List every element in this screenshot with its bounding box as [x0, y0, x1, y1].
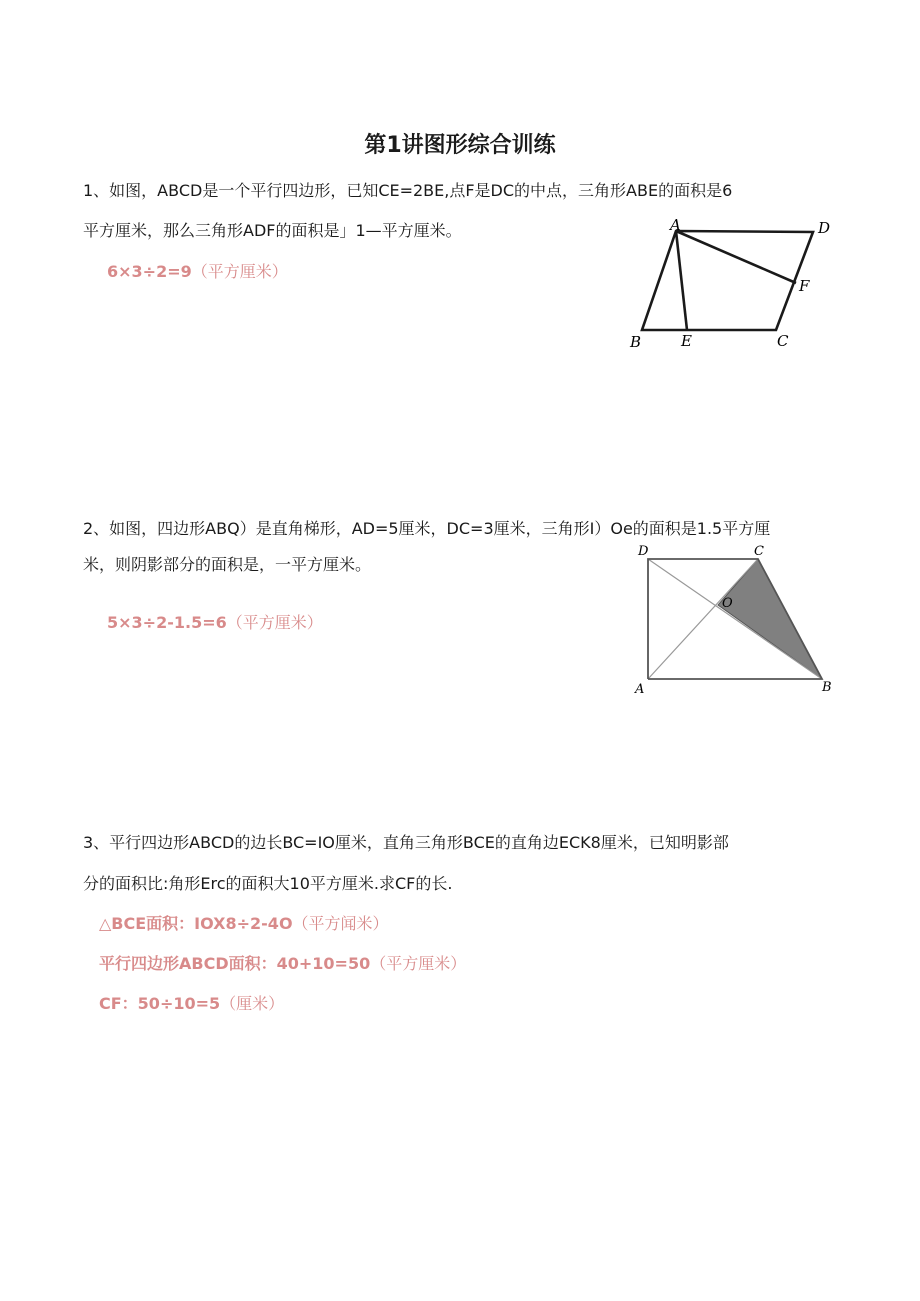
- problem-3-answer-1: [99, 911, 389, 934]
- answer-unit: （平方闻米）: [292, 914, 389, 933]
- label-e: E: [681, 332, 692, 350]
- answer-unit: （厘米）: [220, 994, 285, 1013]
- label-b: B: [630, 333, 642, 351]
- problem-2-line-1: 2、如图，四边形ABQ）是直角梯形，AD=5厘米，DC=3厘米，三角形I）Oe的面积是1.5平方厘: [83, 519, 771, 538]
- problem-2-line-2: 米，则阴影部分的面积是，一平方厘米。: [83, 555, 372, 574]
- figure-1-parallelogram: [620, 212, 850, 357]
- segment-ae: [676, 231, 687, 330]
- problem-1-answer: [107, 259, 288, 282]
- page-title: 第1讲图形综合训练: [364, 133, 556, 158]
- label-c: C: [754, 544, 764, 559]
- problem-3-answer-3: [99, 991, 284, 1014]
- label-b: B: [822, 680, 832, 695]
- answer-expression: △BCE面积：IOX8÷2-4O: [99, 914, 293, 933]
- answer-expression: 平行四边形ABCD面积：40+10=50: [99, 954, 371, 973]
- diagonal-db: [648, 559, 822, 679]
- shaded-triangle-boc: [718, 559, 822, 679]
- answer-expression: 6×3÷2=9: [107, 262, 192, 281]
- answer-unit: （平方厘米）: [191, 262, 288, 281]
- problem-3-answer-2: [99, 951, 466, 974]
- segment-af: [676, 231, 796, 283]
- problem-1-line-1: 1、如图，ABCD是一个平行四边形，已知CE=2BE,点F是DC的中点，三角形ABE的面积是6: [83, 181, 733, 200]
- answer-expression: 5×3÷2-1.5=6: [107, 613, 227, 632]
- problem-1-line-2: 平方厘米，那么三角形ADF的面积是」1—平方厘米。: [83, 221, 462, 240]
- answer-unit: （平方厘米）: [226, 613, 323, 632]
- label-d: D: [638, 544, 649, 559]
- answer-unit: （平方厘米）: [370, 954, 467, 973]
- problem-2-answer: [107, 610, 323, 633]
- label-o: O: [722, 596, 733, 611]
- label-c: C: [777, 332, 789, 350]
- answer-expression: CF：50÷10=5: [99, 994, 221, 1013]
- label-a: A: [670, 216, 681, 234]
- label-f: F: [799, 277, 810, 295]
- label-a: A: [635, 682, 645, 697]
- figure-2-trapezoid: [630, 540, 840, 698]
- label-d: D: [818, 219, 831, 237]
- problem-3-line-2: 分的面积比:角形Erc的面积大10平方厘米.求CF的长.: [83, 874, 453, 893]
- problem-3-line-1: 3、平行四边形ABCD的边长BC=IO厘米，直角三角形BCE的直角边ECK8厘米，已知明影部: [83, 833, 729, 852]
